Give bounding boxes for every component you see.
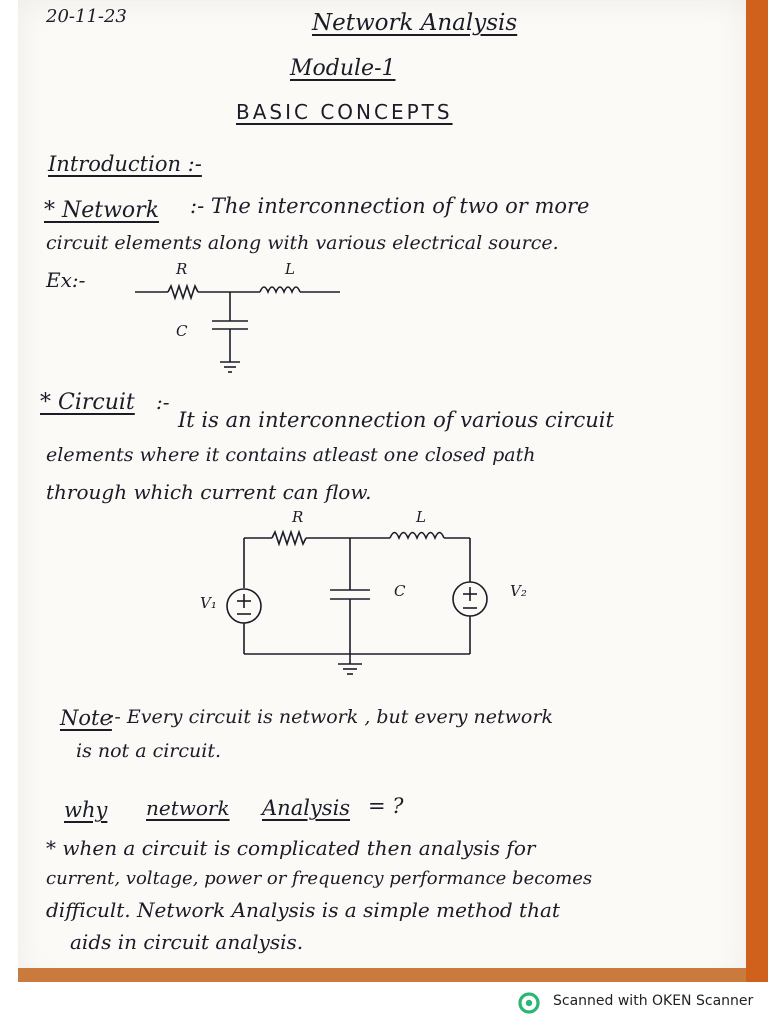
why-line-1: * when a circuit is complicated then analysis for bbox=[46, 836, 536, 860]
diagram2-c-label: C bbox=[394, 582, 406, 600]
circuit-definition-line-1: It is an interconnection of various circuit bbox=[178, 408, 614, 432]
diagram1-r-label: R bbox=[176, 260, 188, 278]
analysis-word: Analysis bbox=[262, 796, 351, 820]
why-question: = ? bbox=[368, 794, 404, 818]
circuit-term: * Circuit bbox=[40, 390, 135, 415]
module-heading: Module-1 bbox=[290, 56, 396, 81]
network-definition-line-1: :- The interconnection of two or more bbox=[190, 194, 590, 218]
inductor-symbol-2 bbox=[390, 533, 444, 539]
resistor-symbol bbox=[168, 286, 198, 298]
why-word: why bbox=[64, 798, 108, 822]
network-definition-line-2: circuit elements along with various electrical source. bbox=[46, 232, 559, 254]
page-date: 20-11-23 bbox=[46, 6, 127, 27]
network-word: network bbox=[146, 796, 230, 820]
why-line-3: difficult. Network Analysis is a simple method that bbox=[46, 898, 560, 922]
why-line-4: aids in circuit analysis. bbox=[70, 930, 304, 954]
circuit-definition-line-2: elements where it contains atleast one closed path bbox=[46, 444, 536, 466]
diagram1-c-label: C bbox=[176, 322, 188, 340]
resistor-symbol-2 bbox=[272, 532, 306, 544]
oken-scanner-logo-icon bbox=[518, 992, 540, 1014]
note-line-1: :- Every circuit is network , but every network bbox=[108, 706, 553, 728]
diagram2-r-label: R bbox=[292, 508, 304, 526]
page-title: Network Analysis bbox=[312, 10, 518, 36]
circuit-definition-line-3: through which current can flow. bbox=[46, 480, 372, 504]
bleed-through-mark bbox=[540, 14, 720, 32]
diagram2-v2-label: V₂ bbox=[510, 582, 527, 600]
why-line-2: current, voltage, power or frequency performance becomes bbox=[46, 868, 593, 889]
circuit-example-diagram bbox=[190, 504, 550, 684]
diagram1-l-label: L bbox=[285, 260, 295, 278]
circuit-term-colon: :- bbox=[156, 390, 170, 414]
note-label: Note bbox=[60, 706, 112, 730]
basic-concepts-heading: BASIC CONCEPTS bbox=[236, 100, 453, 124]
network-example-diagram bbox=[130, 258, 350, 388]
example-label: Ex:- bbox=[46, 268, 86, 292]
network-term: * Network bbox=[44, 198, 160, 223]
introduction-heading: Introduction :- bbox=[48, 152, 202, 176]
page-edge-bottom bbox=[18, 968, 746, 982]
inductor-symbol bbox=[260, 287, 300, 292]
scanner-watermark-text: Scanned with OKEN Scanner bbox=[553, 993, 754, 1009]
diagram2-l-label: L bbox=[416, 508, 426, 526]
page-edge-right bbox=[746, 0, 768, 982]
note-line-2: is not a circuit. bbox=[76, 740, 222, 762]
diagram2-v1-label: V₁ bbox=[200, 594, 217, 612]
